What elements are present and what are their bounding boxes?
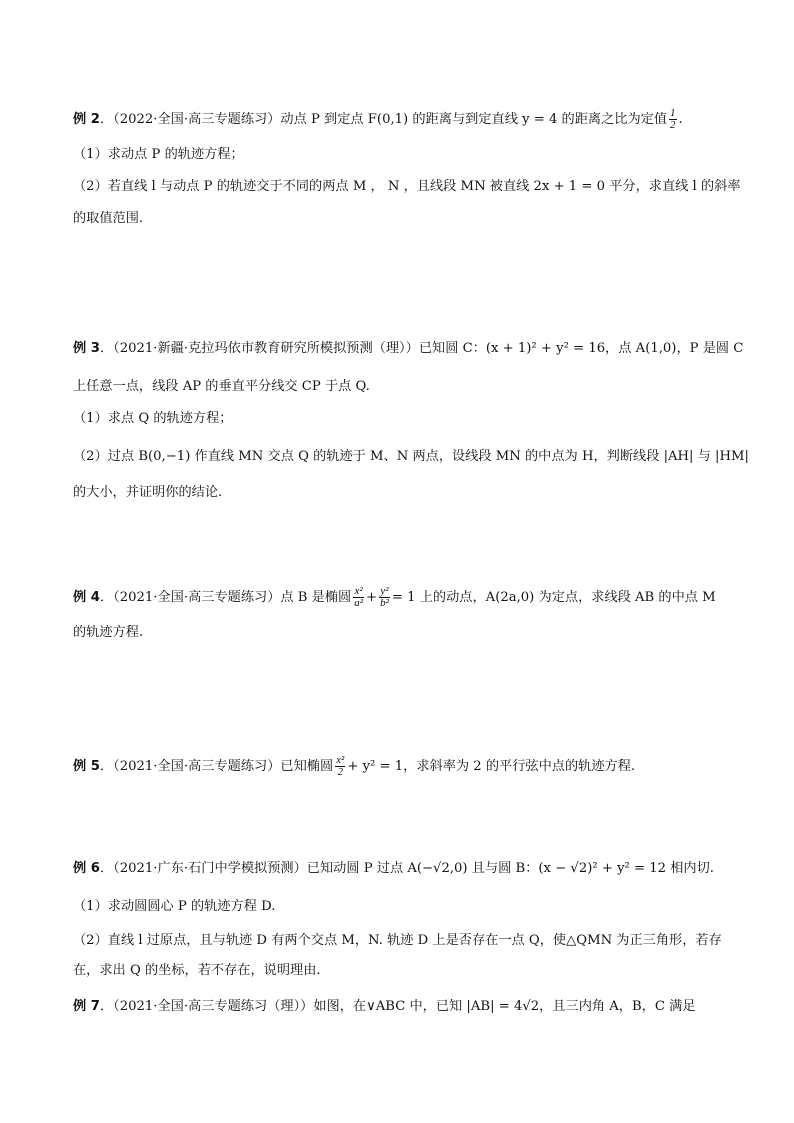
fraction-denominator: 2 [337, 766, 343, 778]
example-text: . [678, 112, 683, 127]
example-4-stem [73, 586, 716, 609]
example-source: ．（2021·全国·高三专题练习（理）） [99, 999, 314, 1014]
example-6-stem [73, 860, 714, 878]
example-label: 例 7 [73, 999, 100, 1014]
example-4-stem-cont: 的轨迹方程. [73, 625, 144, 640]
example-text: 点 B 是椭圆 [280, 590, 352, 605]
example-source: ．（2021·新疆·克拉玛依市教育研究所模拟预测（理）） [99, 341, 419, 356]
example-text: 已知椭圆 [280, 759, 334, 774]
fraction-denominator: b² [380, 597, 389, 609]
fraction-numerator: x² [354, 585, 363, 597]
example-text: 已知动圆 P 过点 A(−√2,0) 且与圆 B：(x − √2)² + y² = 12 相内切. [306, 861, 714, 876]
example-3-question-2: （2）过点 B(0,−1) 作直线 MN 交点 Q 的轨迹于 M、N 两点，设线段 MN 的中点为 H，判断线段 |AH| 与 |HM| [73, 449, 749, 464]
example-2-question-1: （1）求动点 P 的轨迹方程； [73, 147, 244, 162]
fraction [379, 586, 390, 609]
example-text: 已知圆 C：(x + 1)² + y² = 16，点 A(1,0)，P 是圆 C [418, 341, 744, 356]
example-5-stem [73, 755, 635, 778]
fraction-numerator: y² [380, 585, 389, 597]
example-6-question-1: （1）求动圆圆心 P 的轨迹方程 D. [73, 899, 276, 914]
example-label: 例 3 [73, 341, 100, 356]
example-text: 如图，在∨ABC 中，已知 |AB| = 4√2，且三内角 A，B，C 满足 [313, 999, 696, 1014]
fraction-denominator: 2 [670, 119, 676, 131]
fraction [669, 108, 677, 131]
fraction-numerator: x² [336, 754, 345, 766]
fraction [335, 755, 345, 778]
example-text: 动点 P 到定点 F(0,1) 的距离与到定直线 y = 4 的距离之比为定值 [280, 112, 668, 127]
example-source: ．（2021·全国·高三专题练习） [99, 590, 281, 605]
fraction [353, 586, 364, 609]
example-6-question-2: （2）直线 l 过原点，且与轨迹 D 有两个交点 M，N. 轨迹 D 上是否存在一点 Q，使△QMN 为正三角形，若存 [73, 933, 722, 948]
example-source: ．（2022·全国·高三专题练习） [99, 112, 281, 127]
plus-sign: + [366, 590, 378, 605]
example-2-stem [73, 108, 683, 131]
fraction-denominator: a² [354, 597, 364, 609]
example-3-stem-cont: 上任意一点，线段 AP 的垂直平分线交 CP 于点 Q. [73, 379, 370, 394]
example-label: 例 6 [73, 861, 100, 876]
example-label: 例 2 [73, 112, 100, 127]
example-3-question-1: （1）求点 Q 的轨迹方程； [73, 411, 233, 426]
example-6-question-2-cont: 在，求出 Q 的坐标，若不存在，说明理由. [73, 963, 321, 978]
example-text: + y² = 1，求斜率为 2 的平行弦中点的轨迹方程. [347, 759, 636, 774]
example-text: = 1 上的动点，A(2a,0) 为定点，求线段 AB 的中点 M [391, 590, 716, 605]
example-2-question-2-cont: 的取值范围. [73, 211, 144, 226]
example-3-stem [73, 340, 743, 358]
example-label: 例 4 [73, 590, 100, 605]
example-source: ．（2021·广东·石门中学模拟预测） [99, 861, 307, 876]
example-source: ．（2021·全国·高三专题练习） [99, 759, 281, 774]
example-label: 例 5 [73, 759, 100, 774]
example-2-question-2: （2）若直线 l 与动点 P 的轨迹交于不同的两点 M ， N ，且线段 MN 被直线 2x + 1 = 0 平分，求直线 l 的斜率 [73, 179, 741, 194]
fraction-numerator: 1 [670, 107, 676, 119]
example-3-question-2-cont: 的大小，并证明你的结论. [73, 485, 223, 500]
example-7-stem [73, 998, 696, 1016]
